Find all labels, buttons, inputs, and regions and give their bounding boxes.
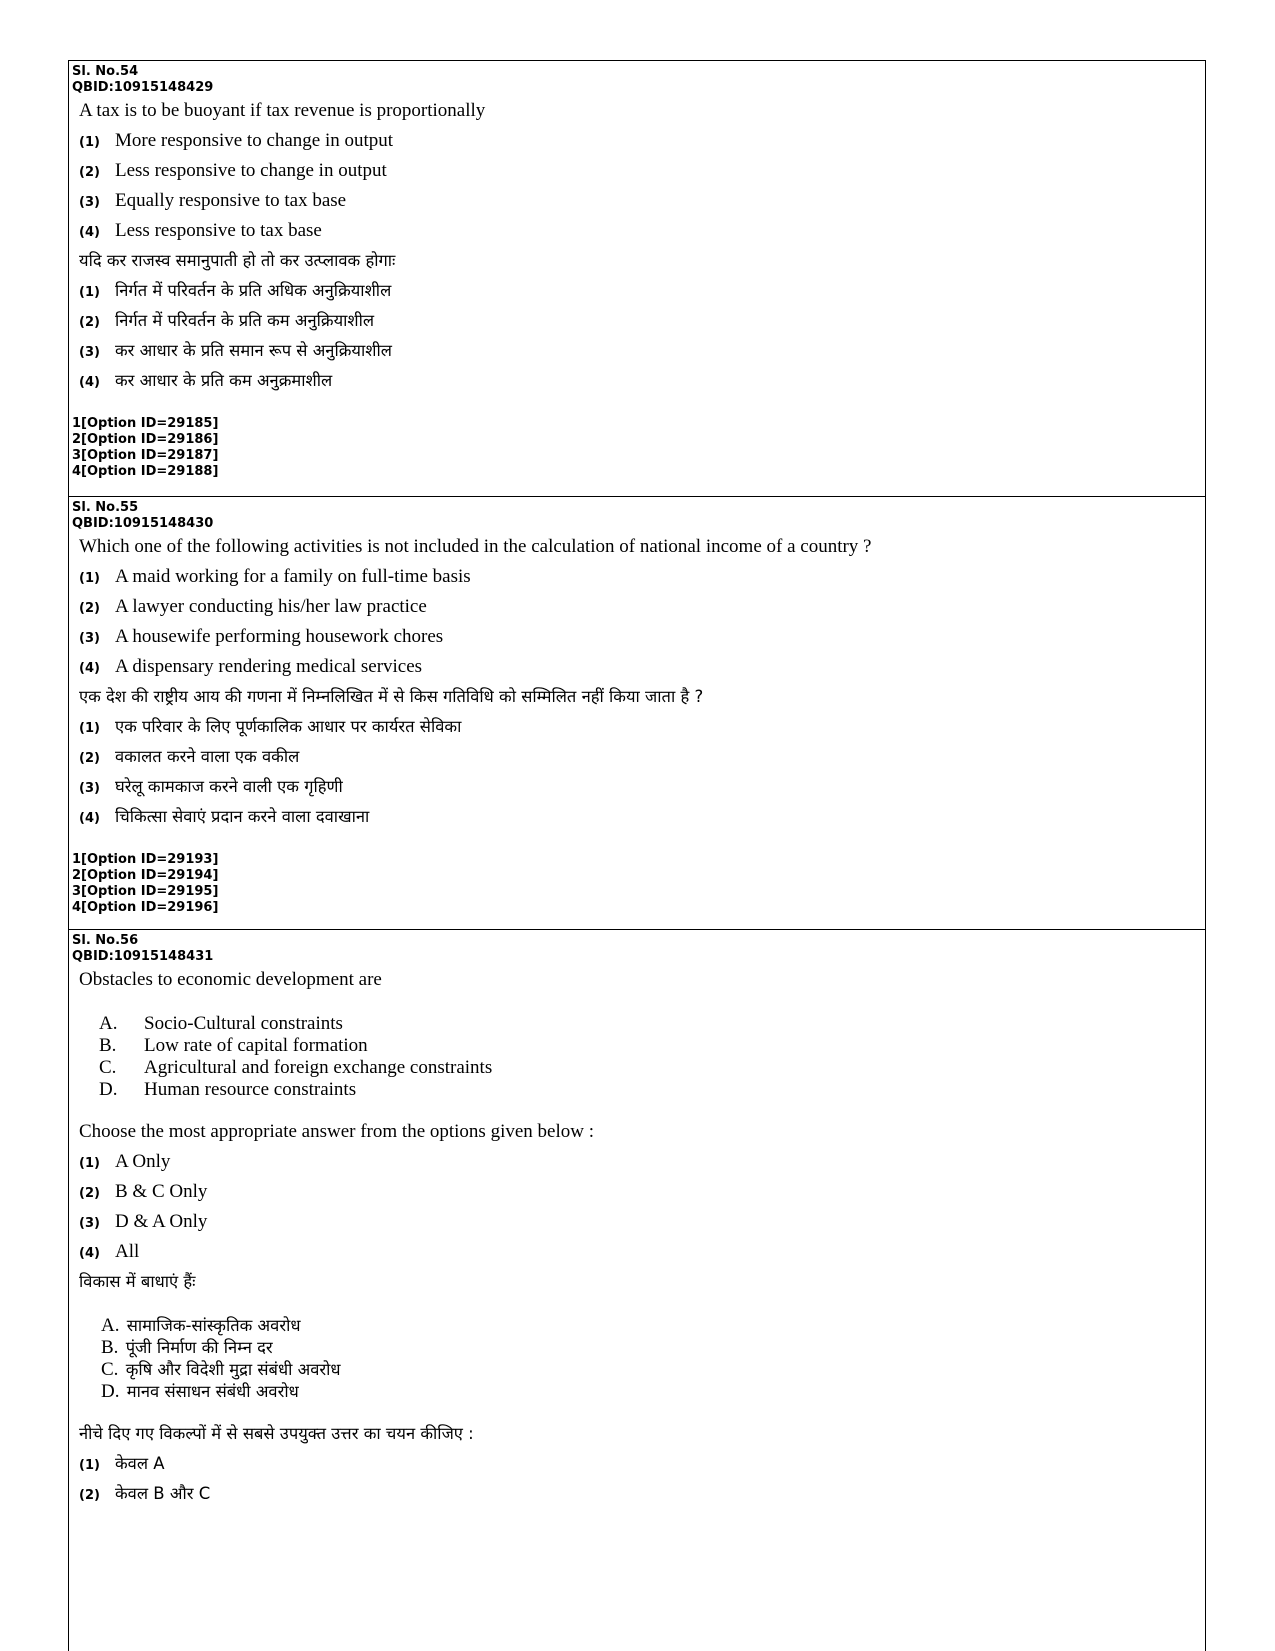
- serial-number: Sl. No.55: [72, 500, 139, 515]
- option-en: [72, 128, 1205, 154]
- option-hi: [72, 1481, 1205, 1507]
- option-number: (1): [79, 571, 100, 586]
- option-text: A dispensary rendering medical services: [115, 656, 423, 677]
- option-en: [72, 594, 1205, 620]
- option-en: [72, 188, 1205, 214]
- statement: [101, 1381, 1205, 1403]
- statement: [101, 1315, 1205, 1337]
- option-text: घरेलू कामकाज करने वाली एक गृहिणी: [115, 777, 343, 796]
- option-number: (2): [79, 601, 100, 616]
- statement-text: Socio-Cultural constraints: [144, 1013, 343, 1034]
- option-en: [72, 1239, 1205, 1265]
- option-text: वकालत करने वाला एक वकील: [115, 747, 300, 766]
- option-number: (3): [79, 345, 100, 360]
- option-number: (2): [79, 1488, 100, 1503]
- statement-letter: A.: [101, 1315, 120, 1336]
- option-id-list: [72, 852, 1205, 918]
- option-number: (3): [79, 781, 100, 796]
- option-en: [72, 1149, 1205, 1175]
- statement: [99, 1057, 1205, 1079]
- option-en: [72, 218, 1205, 244]
- question-text-en: Which one of the following activities is not included in the calculation of national income of a country ?: [79, 536, 872, 557]
- option-id: 1[Option ID=29193]: [72, 852, 219, 867]
- option-text: कर आधार के प्रति कम अनुक्रमाशील: [115, 371, 333, 390]
- option-text: A maid working for a family on full-time basis: [115, 566, 471, 587]
- option-hi: [72, 278, 1205, 304]
- question-text-hi: एक देश की राष्ट्रीय आय की गणना में निम्नलिखित में से किस गतिविधि को सम्मिलित नहीं किया जाता है ?: [79, 687, 704, 706]
- option-text: D & A Only: [115, 1211, 208, 1232]
- qbid: QBID:10915148429: [72, 80, 214, 95]
- statement: [99, 1013, 1205, 1035]
- option-number: (1): [79, 721, 100, 736]
- option-text: Less responsive to change in output: [115, 160, 387, 181]
- option-number: (2): [79, 751, 100, 766]
- serial-number: Sl. No.54: [72, 64, 139, 79]
- option-number: (1): [79, 1156, 100, 1171]
- option-id: 2[Option ID=29186]: [72, 432, 219, 447]
- statement-letter: D.: [101, 1381, 120, 1402]
- option-id: 4[Option ID=29196]: [72, 900, 219, 915]
- option-text: B & C Only: [115, 1181, 208, 1202]
- question-block-54: [69, 61, 1205, 497]
- question-text-hi: यदि कर राजस्व समानुपाती हो तो कर उत्प्लावक होगाः: [79, 251, 396, 270]
- qbid: QBID:10915148430: [72, 516, 214, 531]
- option-text: केवल A: [115, 1454, 165, 1473]
- statement-text: कृषि और विदेशी मुद्रा संबंधी अवरोध: [125, 1360, 341, 1379]
- statement-text: पूंजी निर्माण की निम्न दर: [125, 1338, 273, 1357]
- statement-list-hi: [101, 1315, 1205, 1403]
- option-number: (1): [79, 285, 100, 300]
- statement-text: सामाजिक-सांस्कृतिक अवरोध: [126, 1316, 301, 1335]
- option-hi: [72, 714, 1205, 740]
- option-number: (4): [79, 1246, 100, 1261]
- option-id: 1[Option ID=29185]: [72, 416, 219, 431]
- option-text: More responsive to change in output: [115, 130, 394, 151]
- option-number: (3): [79, 195, 100, 210]
- statement-text: Low rate of capital formation: [144, 1035, 368, 1056]
- option-text: कर आधार के प्रति समान रूप से अनुक्रियाशील: [115, 341, 392, 360]
- option-id: 4[Option ID=29188]: [72, 464, 219, 479]
- question-text-en: Obstacles to economic development are: [79, 969, 382, 990]
- option-number: (2): [79, 1186, 100, 1201]
- statement-letter: C.: [99, 1057, 117, 1078]
- option-text: Equally responsive to tax base: [115, 190, 347, 211]
- option-number: (4): [79, 225, 100, 240]
- statement-letter: D.: [99, 1079, 118, 1100]
- statement-text: Human resource constraints: [144, 1079, 357, 1100]
- statement-text: मानव संसाधन संबंधी अवरोध: [126, 1382, 299, 1401]
- option-text: निर्गत में परिवर्तन के प्रति कम अनुक्रियाशील: [115, 311, 375, 330]
- statement-letter: B.: [101, 1337, 119, 1358]
- question-text-hi: विकास में बाधाएं हैंः: [79, 1272, 196, 1291]
- option-text: निर्गत में परिवर्तन के प्रति अधिक अनुक्रियाशील: [115, 281, 392, 300]
- choose-instruction-hi: नीचे दिए गए विकल्पों में से सबसे उपयुक्त उत्तर का चयन कीजिए :: [79, 1424, 474, 1443]
- question-text-en: A tax is to be buoyant if tax revenue is proportionally: [79, 100, 486, 121]
- option-en: [72, 158, 1205, 184]
- serial-number: Sl. No.56: [72, 933, 139, 948]
- option-number: (3): [79, 631, 100, 646]
- option-number: (4): [79, 661, 100, 676]
- statement-text: Agricultural and foreign exchange constraints: [144, 1057, 493, 1078]
- question-block-55: [69, 497, 1205, 930]
- option-number: (1): [79, 1458, 100, 1473]
- option-hi: [72, 774, 1205, 800]
- statement: [101, 1337, 1205, 1359]
- option-text: एक परिवार के लिए पूर्णकालिक आधार पर कार्यरत सेविका: [115, 717, 462, 736]
- statement: [99, 1035, 1205, 1057]
- question-sheet: [68, 60, 1206, 1651]
- option-en: [72, 1209, 1205, 1235]
- option-id: 3[Option ID=29187]: [72, 448, 219, 463]
- option-number: (2): [79, 315, 100, 330]
- option-number: (4): [79, 811, 100, 826]
- option-number: (1): [79, 135, 100, 150]
- option-en: [72, 1179, 1205, 1205]
- statement-list-en: [99, 1013, 1205, 1101]
- statement-letter: C.: [101, 1359, 119, 1380]
- option-hi: [72, 744, 1205, 770]
- option-number: (2): [79, 165, 100, 180]
- option-text: केवल B और C: [115, 1484, 211, 1503]
- option-id: 3[Option ID=29195]: [72, 884, 219, 899]
- option-hi: [72, 308, 1205, 334]
- option-hi: [72, 1451, 1205, 1477]
- option-id: 2[Option ID=29194]: [72, 868, 219, 883]
- option-number: (4): [79, 375, 100, 390]
- option-text: All: [115, 1241, 140, 1262]
- choose-instruction-en: Choose the most appropriate answer from the options given below :: [79, 1121, 595, 1142]
- statement-letter: B.: [99, 1035, 117, 1056]
- option-hi: [72, 338, 1205, 364]
- option-en: [72, 654, 1205, 680]
- option-en: [72, 564, 1205, 590]
- qbid: QBID:10915148431: [72, 949, 214, 964]
- option-hi: [72, 804, 1205, 830]
- option-text: Less responsive to tax base: [115, 220, 322, 241]
- question-block-56: [69, 930, 1205, 1507]
- option-text: चिकित्सा सेवाएं प्रदान करने वाला दवाखाना: [115, 807, 370, 826]
- option-text: A lawyer conducting his/her law practice: [115, 596, 427, 617]
- option-id-list: [72, 416, 1205, 482]
- option-number: (3): [79, 1216, 100, 1231]
- statement: [99, 1079, 1205, 1101]
- option-text: A Only: [115, 1151, 171, 1172]
- statement: [101, 1359, 1205, 1381]
- option-hi: [72, 368, 1205, 394]
- statement-letter: A.: [99, 1013, 118, 1034]
- option-text: A housewife performing housework chores: [115, 626, 444, 647]
- option-en: [72, 624, 1205, 650]
